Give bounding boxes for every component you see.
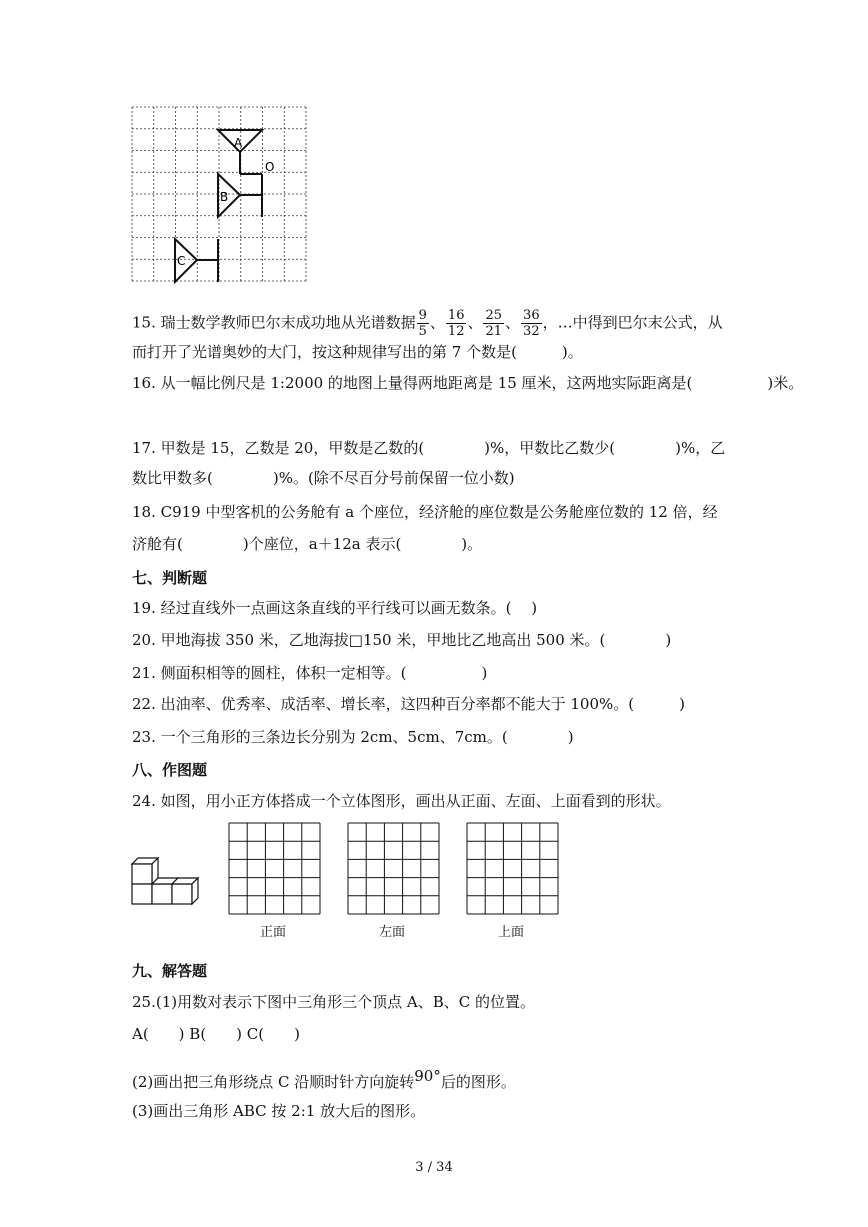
question-17-line2: 数比甲数多( )%。(除不尽百分号前保留一位小数)	[132, 469, 515, 487]
fraction-1: $\frac{9}{5}$	[418, 308, 427, 339]
fraction-4: $\frac{36}{32}$	[523, 308, 540, 339]
page-number: 3 / 34	[415, 1160, 453, 1175]
fraction-3: $\frac{25}{21}$	[485, 308, 503, 339]
fraction-2: $\frac{16}{12}$	[447, 308, 465, 339]
label-b: B	[220, 190, 229, 204]
question-18-line1: 18. C919 中型客机的公务舱有 a 个座位，经济舱的座位数是公务舱座位数的 12 倍，经	[132, 503, 718, 521]
question-20: 20. 甲地海拔 350 米，乙地海拔□150 米，甲地比乙地高出 500 米。( )	[132, 631, 672, 649]
front-view-grid[interactable]	[228, 822, 321, 915]
label-a: A	[234, 136, 243, 150]
section-7-heading: 七、判断题	[132, 569, 208, 587]
question-18-line2: 济舱有( )个座位，a＋12a 表示( )。	[132, 535, 483, 553]
question-25-part3: (3)画出三角形 ABC 按 2:1 放大后的图形。	[132, 1102, 426, 1120]
question-24: 24. 如图，用小正方体搭成一个立体图形，画出从正面、左面、上面看到的形状。	[132, 792, 671, 810]
section-8-heading: 八、作图题	[132, 761, 208, 779]
question-16: 16. 从一幅比例尺是 1:2000 的地图上量得两地距离是 15 厘米，这两地实际距离是( )米。	[132, 374, 804, 392]
left-view-grid[interactable]	[347, 822, 440, 915]
section-9-heading: 九、解答题	[132, 962, 208, 980]
question-21: 21. 侧面积相等的圆柱，体积一定相等。( )	[132, 664, 488, 682]
angle-90: 90°	[414, 1067, 441, 1085]
question-23: 23. 一个三角形的三条边长分别为 2cm、5cm、7cm。( )	[132, 728, 574, 746]
question-17-line1: 17. 甲数是 15，乙数是 20，甲数是乙数的( )%，甲数比乙数少( )%，乙	[132, 439, 726, 457]
question-25-blanks: A( ) B( ) C( )	[132, 1025, 300, 1043]
question-19: 19. 经过直线外一点画这条直线的平行线可以画无数条。( )	[132, 599, 538, 617]
left-view-label: 左面	[379, 925, 406, 940]
question-25-part2: (2)画出把三角形绕点 C 沿顺时针方向旋转90°后的图形。	[132, 1067, 516, 1091]
front-view-label: 正面	[260, 925, 287, 940]
question-25-part1: 25.(1)用数对表示下图中三角形三个顶点 A、B、C 的位置。	[132, 993, 535, 1011]
label-c: C	[177, 254, 186, 268]
top-view-label: 上面	[498, 925, 525, 940]
question-22: 22. 出油率、优秀率、成活率、增长率，这四种百分率都不能大于 100%。( )	[132, 695, 685, 713]
grid-figure	[130, 105, 310, 285]
label-o: O	[265, 160, 275, 174]
cube-figure	[130, 852, 210, 908]
question-15-line1: 15. 瑞士数学教师巴尔末成功地从光谱数据 $\frac{9}{5}$ 、 $\frac{16}{12}$ 、 $\frac{25}{21}$ 、 $\frac{36}{32}$ ，…中得到巴尔末公式，从	[132, 308, 723, 339]
question-15-line2: 而打开了光谱奥妙的大门，按这种规律写出的第 7 个数是( )。	[132, 343, 583, 361]
top-view-grid[interactable]	[466, 822, 559, 915]
